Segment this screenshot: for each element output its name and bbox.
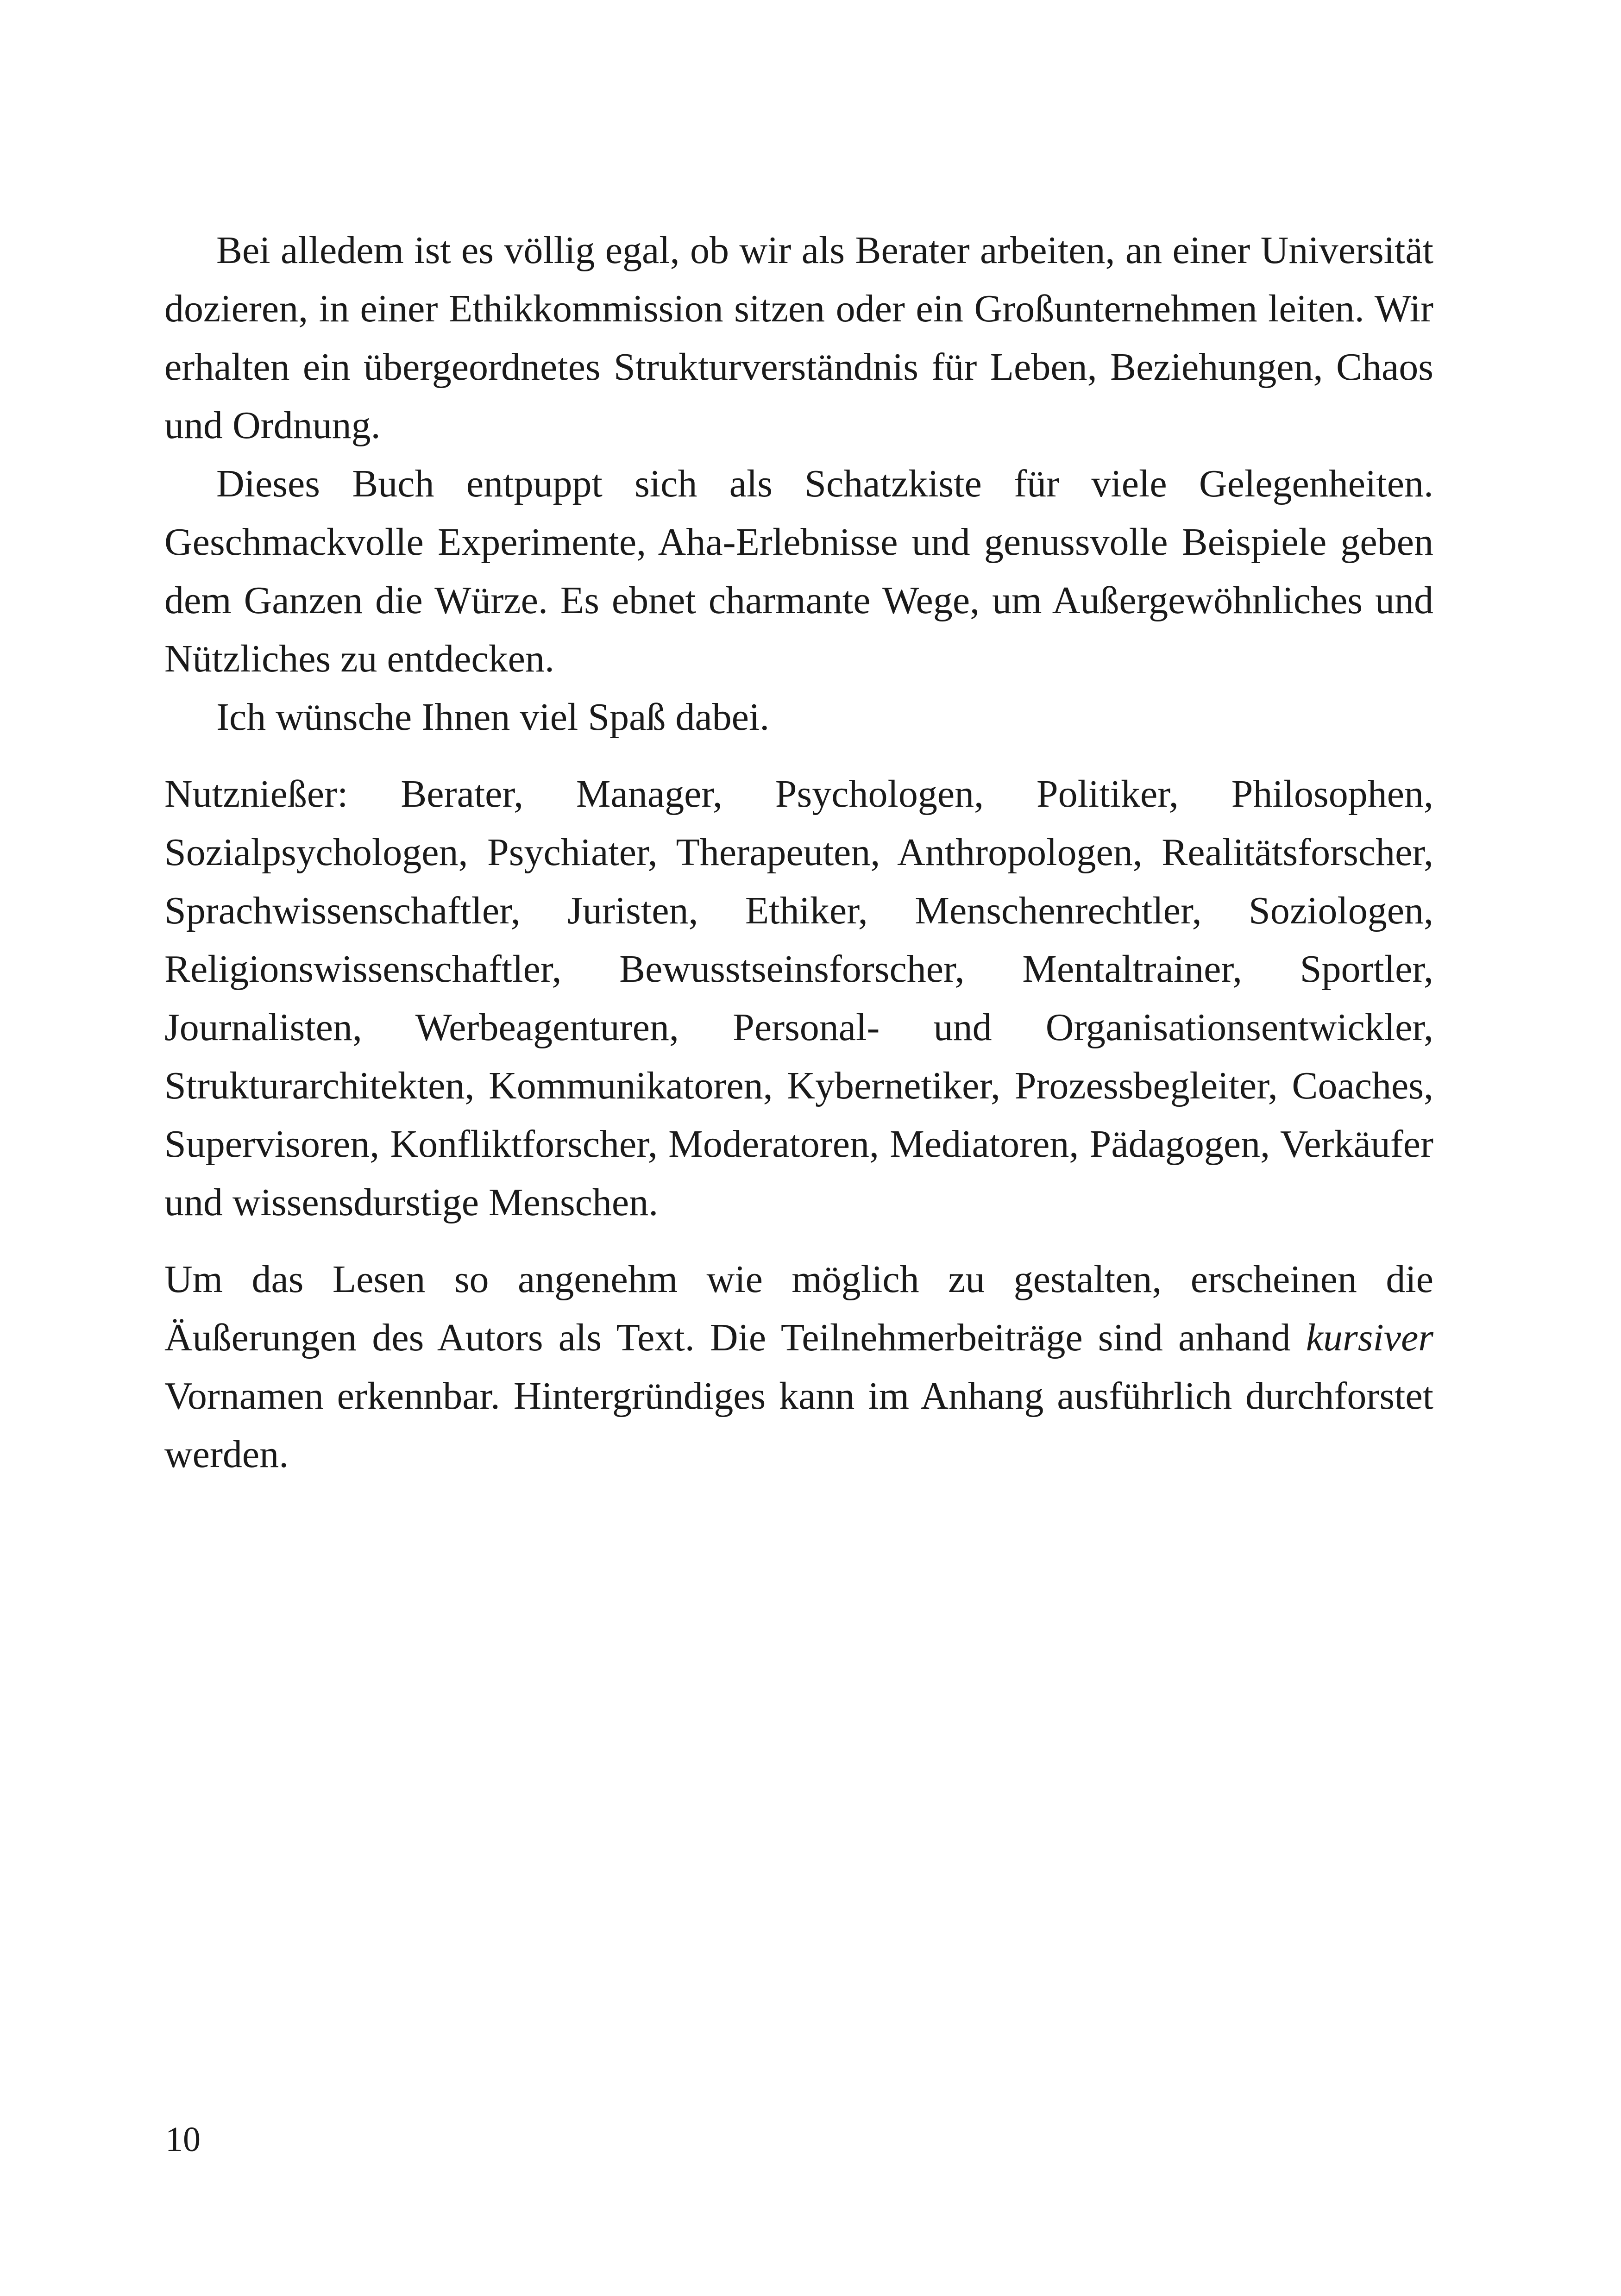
lesehinweis-text-start: Um das Lesen so angenehm wie möglich zu gestalten, erscheinen die Äußerungen des Autors als Text. Die Teilnehmerbeiträge sind anhand [164, 1258, 1433, 1359]
body-text [164, 221, 1433, 1484]
lesehinweis-italic-word: kursiver [1306, 1316, 1433, 1359]
paragraph-schatzkiste: Dieses Buch entpuppt sich als Schatzkiste für viele Gelegenheiten. Geschmackvolle Experimente, Aha-Erlebnisse und genussvolle Beispiele geben dem Ganzen die Würze. Es ebnet charmante Wege, um Außergewöhnliches und Nützliches zu entdecken. [164, 462, 1433, 680]
paragraph-berater: Bei alledem ist es völlig egal, ob wir als Berater arbeiten, an einer Universität dozieren, in einer Ethikkommission sitzen oder ein Großunternehmen leiten. Wir erhalten ein übergeordnetes Strukturverständnis für Leben, Beziehungen, Chaos und Ordnung. [164, 229, 1433, 447]
paragraph-wunsch: Ich wünsche Ihnen viel Spaß dabei. [216, 696, 770, 739]
paragraph-nutzniesser: Nutznießer: Berater, Manager, Psychologen, Politiker, Philosophen, Sozialpsychologen, Psychiater, Therapeuten, Anthropologen, Realitätsforscher, Sprachwissenschaftler, Juristen, Ethiker, Menschenrechtler, Soziologen, Religionswissenschaftler, Bewusstseinsforscher, Mentaltrainer, Sportler, Journalisten, Werbeagenturen, Personal- und Organisationsentwickler, Strukturarchitekten, Kommunikatoren, Kybernetiker, Prozessbegleiter, Coaches, Supervisoren, Konfliktforscher, Moderatoren, Mediatoren, Pädagogen, Verkäufer und wissensdurstige Menschen. [164, 772, 1433, 1224]
paragraph-lesehinweis [164, 1250, 1433, 1484]
lesehinweis-text-end: Vornamen erkennbar. Hintergründiges kann im Anhang ausführlich durchforstet werden. [164, 1374, 1433, 1476]
page-number: 10 [165, 2120, 201, 2159]
